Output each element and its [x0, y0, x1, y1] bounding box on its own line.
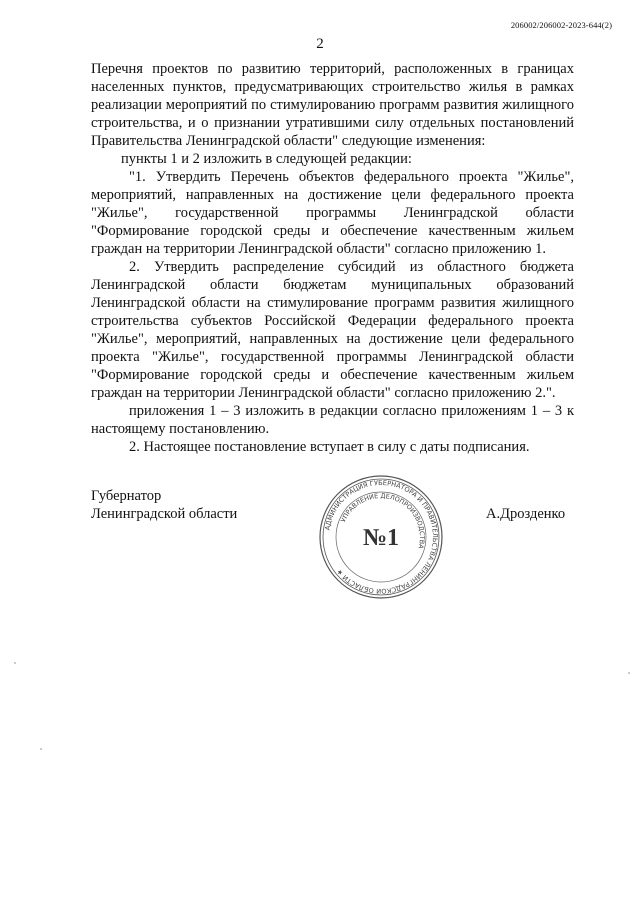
document-id: 206002/206002-2023-644(2) — [510, 20, 612, 30]
page-number: 2 — [316, 36, 324, 52]
position-line-2: Ленинградской области — [91, 506, 238, 522]
svg-text:АДМИНИСТРАЦИЯ ГУБЕРНАТОРА И ПР: АДМИНИСТРАЦИЯ ГУБЕРНАТОРА И ПРАВИТЕЛЬСТВА ЛЕНИНГРАДСКОЙ ОБЛАСТИ ★ — [323, 478, 440, 596]
paragraph-appendices: приложения 1 – 3 изложить в редакции согласно приложениям 1 – 3 к настоящему постановлению. — [91, 403, 574, 437]
svg-text:№1: №1 — [362, 525, 400, 551]
svg-text:УПРАВЛЕНИЕ ДЕЛОПРОИЗВОДСТВА: УПРАВЛЕНИЕ ДЕЛОПРОИЗВОДСТВА — [339, 491, 427, 550]
paragraph-intro: Перечня проектов по развитию территорий, расположенных в границах населенных пунктов, предусматривающих строительство жилья в рамках реализации мероприятий по стимулированию программ развития жилищного строительства, и о признании утратившими силу отдельных постановлений Правительства Ленинградской области" следующие изменения: — [91, 61, 574, 149]
paragraph-item-1: "1. Утвердить Перечень объектов федерального проекта "Жилье", мероприятий, направленных на достижение цели федерального проекта "Жилье", государственной программы Ленинградской области "Формирование городской среды и обеспечение качественным жильем граждан на территории Ленинградской области" согласно приложению 1. — [91, 169, 574, 257]
position-line-1: Губернатор — [91, 488, 162, 504]
signatory-position — [91, 487, 237, 523]
paragraph-effective-date: 2. Настоящее постановление вступает в силу с даты подписания. — [129, 439, 530, 455]
paragraph-item-2: 2. Утвердить распределение субсидий из областного бюджета Ленинградской области бюджетам муниципальных образований Ленинградской области на стимулирование программ развития жилищного строительства субъектов Российской Федерации федерального проекта "Жилье", мероприятий, направленных на достижение цели федерального проекта "Жилье", государственной программы Ленинградской области "Формирование городской среды и обеспечение качественным жильем граждан на территории Ленинградской области" согласно приложению 2.". — [91, 259, 574, 401]
paragraph-points: пункты 1 и 2 изложить в следующей редакции: — [121, 151, 412, 167]
document-body — [91, 60, 574, 456]
signatory-name: А.Дрозденко — [486, 506, 566, 522]
official-seal — [318, 474, 444, 600]
